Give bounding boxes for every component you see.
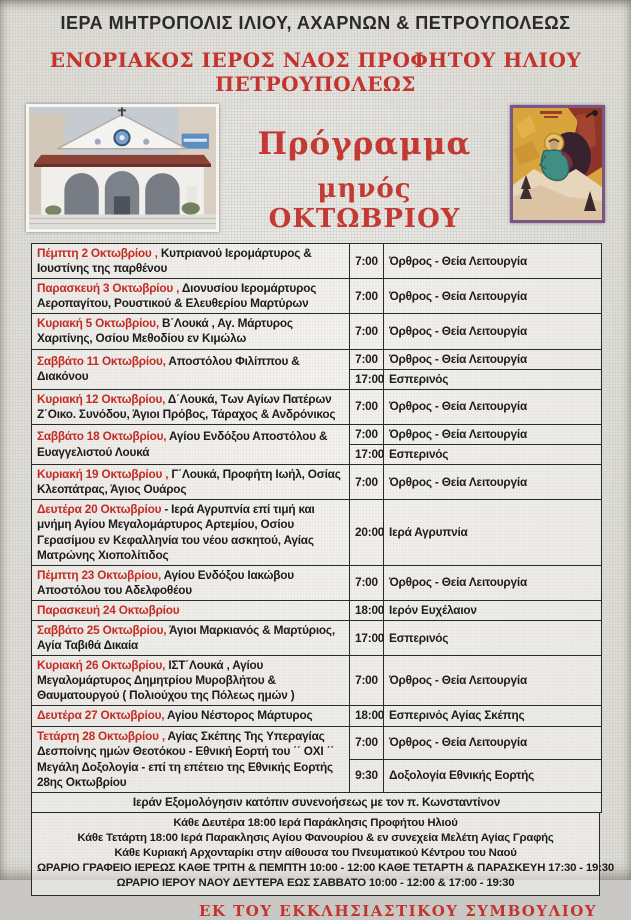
- service-name: Εσπερινός Αγίας Σκέπης: [384, 706, 602, 726]
- event-cell: [32, 620, 350, 655]
- event-cell: [32, 600, 350, 620]
- event-description: Αγίας Σκέπης Της Υπεραγίας Δεσποίνης ημών Θεοτόκου - Εθνική Εορτή του ΄΄ ΟΧΙ ΄΄: [37, 728, 335, 758]
- event-description: Δ΄Λουκά, Των Αγίων Πατέρων Ζ΄Οικο. Συνόδου, Άγιοι Πρόβος, Τάραχος & Ανδρόνικος: [37, 391, 336, 421]
- service-name: Όρθρος - Θεία Λειτουργία: [384, 726, 602, 759]
- service-name: Όρθρος - Θεία Λειτουργία: [384, 244, 602, 279]
- event-date: Κυριακή 5 Οκτωβρίου,: [37, 316, 159, 331]
- event-description: Διονυσίου Ιερομάρτυρος Αεροπαγίτου, Ρουστικού & Ελευθερίου Μαρτύρων: [37, 281, 317, 311]
- confession-note-row: [32, 792, 602, 812]
- program-title-line1: Πρόγραμμα: [257, 126, 472, 162]
- event-description: Αγίου Ενδόξου Αποστόλου & Ευαγγελιστού Λουκά: [37, 429, 328, 459]
- event-cell: [32, 349, 350, 389]
- schedule-row: [32, 500, 602, 565]
- church-photo: [26, 104, 219, 232]
- service-time: 7:00: [350, 565, 384, 600]
- signature: ΕΚ ΤΟΥ ΕΚΚΛΗΣΙΑΣΤΙΚΟΥ ΣΥΜΒΟΥΛΙΟΥ: [198, 902, 597, 920]
- service-name: Ιερόν Ευχέλαιον: [384, 600, 602, 620]
- weekly-note-line: Κάθε Δευτέρα 18:00 Ιερά Παράκλησις Προφήτου Ηλιού: [173, 817, 458, 829]
- service-name: Εσπερινός: [384, 445, 602, 465]
- service-name: Όρθρος - Θεία Λειτουργία: [384, 465, 602, 500]
- schedule-row: [32, 620, 602, 655]
- event-cell: [32, 389, 350, 424]
- event-date: Δευτέρα 27 Οκτωβρίου,: [37, 708, 165, 723]
- service-name: Όρθρος - Θεία Λειτουργία: [384, 389, 602, 424]
- service-time: 17:00: [350, 445, 384, 465]
- service-time: 18:00: [350, 600, 384, 620]
- schedule-row: [32, 726, 602, 759]
- schedule-table: [31, 243, 602, 813]
- service-name: Όρθρος - Θεία Λειτουργία: [384, 314, 602, 349]
- schedule-row: [32, 389, 602, 424]
- event-date: Σαββάτο 25 Οκτωβρίου,: [37, 622, 167, 637]
- service-time: 7:00: [350, 424, 384, 444]
- schedule-row: [32, 244, 602, 279]
- event-description: - Ιερά Αγρυπνία επί τιμή και μνήμη Αγίου Μεγαλομάρτυρος Αρτεμίου, Οσίου Γερασίμου εν Κεφαλληνία του νέου ασκητού, Αγίας Ματρώνης Χιοπολίτιδος: [37, 502, 315, 562]
- event-date: Κυριακή 19 Οκτωβρίου ,: [37, 467, 169, 482]
- event-date: Πέμπτη 23 Οκτωβρίου,: [37, 567, 162, 582]
- event-description-2: Μεγάλη Δοξολογία - επί τη επέτειο της Εθνικής Εορτής 28ης Οκτωβρίου: [37, 759, 333, 789]
- service-name: Ιερά Αγρυπνία: [384, 500, 602, 565]
- event-cell: [32, 244, 350, 279]
- service-time: 7:00: [350, 726, 384, 759]
- service-time: 20:00: [350, 500, 384, 565]
- event-date: Τετάρτη 28 Οκτωβρίου ,: [37, 728, 165, 743]
- weekly-note-line: Κάθε Κυριακή Αρχονταρίκι στην αίθουσα του Πνευματικού Κέντρου του Ναού: [114, 847, 517, 860]
- service-time: 9:30: [350, 759, 384, 792]
- service-time: 7:00: [350, 244, 384, 279]
- weekly-note-line: Κάθε Τετάρτη 18:00 Ιερά Παρακλησις Αγίου Φανουρίου & εν συνεχεία Μελέτη Αγίας Γραφής: [77, 832, 554, 845]
- service-time: 7:00: [350, 314, 384, 349]
- event-description: Άγιοι Μαρκιανός & Μαρτύριος, Αγία Ταβιθά Δικαία: [37, 622, 335, 653]
- service-name: Όρθρος - Θεία Λειτουργία: [384, 656, 602, 706]
- weekly-note-line: ΩΡΑΡΙΟ ΓΡΑΦΕΙΟ ΙΕΡΕΩΣ ΚΑΘΕ ΤΡΙΤΗ & ΠΕΜΠΤΗ 10:00 - 12:00 ΚΑΘΕ ΤΕΤΑΡΤΗ & ΠΑΡΑΣΚΕΥΗ 17:30 - 19:30: [37, 862, 614, 875]
- service-time: 18:00: [350, 706, 384, 726]
- schedule-row: [32, 424, 602, 444]
- event-date: Παρασκευή 3 Οκτωβρίου ,: [37, 281, 180, 296]
- event-cell: [32, 500, 350, 565]
- schedule-row: [32, 314, 602, 349]
- schedule-row: [32, 600, 602, 620]
- metropolis-title: ΙΕΡΑ ΜΗΤΡΟΠΟΛΙΣ ΙΛΙΟΥ, ΑΧΑΡΝΩΝ & ΠΕΤΡΟΥΠΟΛΕΩΣ: [60, 13, 571, 33]
- event-description: Β΄Λουκά , Αγ. Μάρτυρος Χαριτίνης, Οσίου Μεθοδίου εν Κιμώλω: [37, 316, 293, 346]
- event-cell: [32, 424, 350, 464]
- service-time: 7:00: [350, 279, 384, 314]
- event-cell: [32, 465, 350, 500]
- event-date: Δευτέρα 20 Οκτωβρίου: [37, 502, 162, 517]
- prophet-elias-icon: [510, 105, 605, 223]
- event-date: Κυριακή 12 Οκτωβρίου,: [37, 391, 166, 406]
- service-name: Εσπερινός: [384, 369, 602, 389]
- weekly-notes-box: [31, 813, 614, 896]
- schedule-row: [32, 706, 602, 726]
- service-name: Δοξολογία Εθνικής Εορτής: [384, 759, 602, 792]
- event-description: Κυπριανού Ιερομάρτυρος & Ιουστίνης της παρθένου: [37, 246, 312, 276]
- event-cell: [32, 726, 350, 792]
- service-name: Όρθρος - Θεία Λειτουργία: [384, 424, 602, 444]
- service-name: Όρθρος - Θεία Λειτουργία: [384, 349, 602, 369]
- schedule-row: [32, 279, 602, 314]
- event-description: Αγίου Νέστορος Μάρτυρος: [164, 708, 313, 723]
- service-name: Όρθρος - Θεία Λειτουργία: [384, 565, 602, 600]
- event-description: ΙΣΤ΄Λουκά , Αγίου Μεγαλομάρτυρος Δημητρίου Μυροβλήτου & Θαυματουργού ( Πολιούχου της Πόλεως ημών ): [37, 658, 295, 703]
- event-date: Σαββάτο 18 Οκτωβρίου,: [37, 429, 167, 444]
- weekly-note-line: ΩΡΑΡΙΟ ΙΕΡΟΥ ΝΑΟΥ ΔΕΥΤΕΡΑ ΕΩΣ ΣΑΒΒΑΤΟ 10:00 - 12:00 & 17:00 - 19:30: [116, 877, 515, 890]
- schedule-row: [32, 465, 602, 500]
- service-time: 17:00: [350, 620, 384, 655]
- event-description: Γ΄Λουκά, Προφήτη Ιωήλ, Οσίας Κλεοπάτρας, Άγιος Ουάρος: [37, 467, 341, 497]
- program-title-line2: μηνός ΟΚΤΩΒΡΙΟΥ: [268, 174, 461, 234]
- service-name: Όρθρος - Θεία Λειτουργία: [384, 279, 602, 314]
- event-cell: [32, 314, 350, 349]
- parish-title: ΕΝΟΡΙΑΚΟΣ ΙΕΡΟΣ ΝΑΟΣ ΠΡΟΦΗΤΟΥ ΗΛΙΟΥ ΠΕΤΡΟΥΠΟΛΕΩΣ: [49, 48, 582, 96]
- event-cell: [32, 279, 350, 314]
- event-date: Πέμπτη 2 Οκτωβρίου ,: [37, 246, 158, 260]
- event-cell: [32, 656, 350, 706]
- event-date: Κυριακή 26 Οκτωβρίου,: [37, 658, 166, 673]
- service-time: 7:00: [350, 389, 384, 424]
- event-description: Αποστόλου Φιλίππου & Διακόνου: [37, 354, 300, 384]
- schedule-row: [32, 349, 602, 369]
- schedule-row: [32, 565, 602, 600]
- service-time: 7:00: [350, 465, 384, 500]
- event-date: Παρασκευή 24 Οκτωβρίου: [37, 602, 180, 617]
- service-time: 7:00: [350, 656, 384, 706]
- program-title: [219, 104, 510, 234]
- event-description: Αγίου Ενδόξου Ιακώβου Αποστόλου του Αδελφοθέου: [37, 567, 294, 597]
- service-time: 7:00: [350, 349, 384, 369]
- confession-note: Ιεράν Εξομολόγησιν κατόπιν συνενοήσεως με τον π. Κωνσταντίνον: [32, 792, 602, 812]
- service-time: 17:00: [350, 369, 384, 389]
- event-cell: [32, 565, 350, 600]
- schedule-row: [32, 656, 602, 706]
- hero-section: [0, 96, 631, 234]
- event-cell: [32, 706, 350, 726]
- event-date: Σαββάτο 11 Οκτωβρίου,: [37, 354, 166, 369]
- service-name: Εσπερινός: [384, 620, 602, 655]
